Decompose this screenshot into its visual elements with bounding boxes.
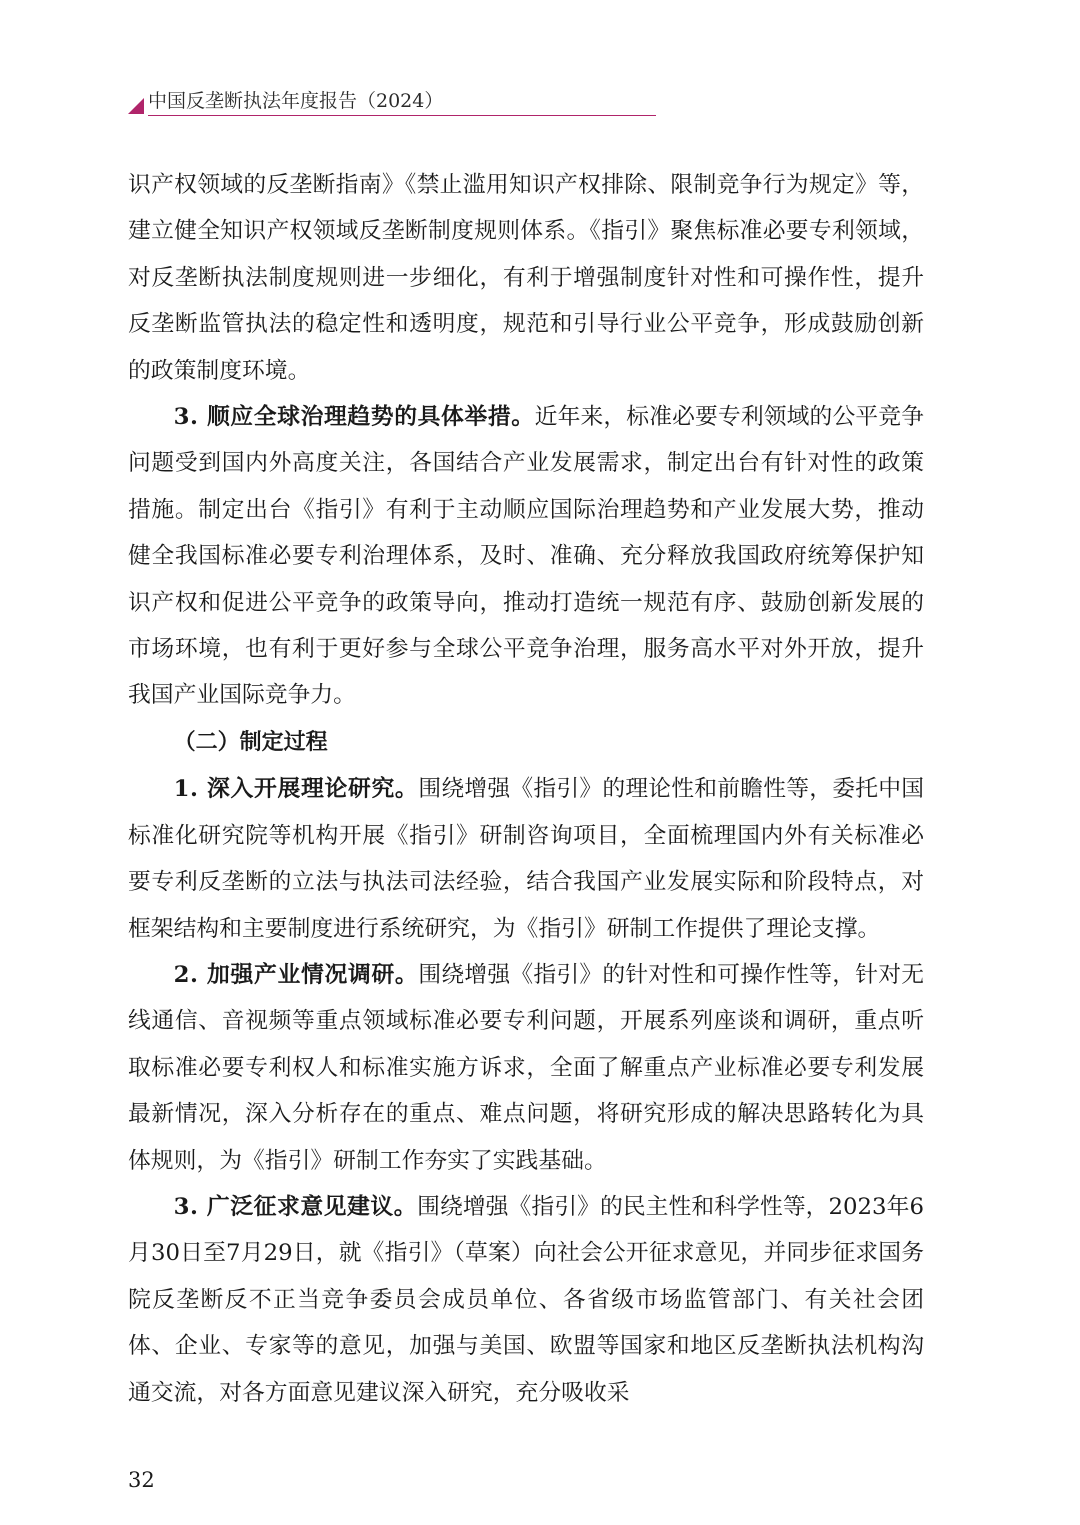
paragraph-text: 近年来，标准必要专利领域的公平竞争问题受到国内外高度关注，各国结合产业发展需求，制定出台有针对性的政策措施。制定出台《指引》有利于主动顺应国际治理趋势和产业发展大势，推动健全我国标准必要专利治理体系，及时、准确、充分释放我国政府统筹保护知识产权和促进公平竞争的政策导向，推动打造统一规范有序、鼓励创新发展的市场环境，也有利于更好参与全球公平竞争治理，服务高水平对外开放，提升我国产业国际竞争力。 bbox=[128, 404, 924, 709]
page-number: 32 bbox=[128, 1468, 155, 1492]
section-heading: （二）制定过程 bbox=[173, 729, 328, 755]
paragraph-lead: 2. 加强产业情况调研。 bbox=[173, 961, 419, 988]
paragraph-text: 围绕增强《指引》的民主性和科学性等，2023年6月30日至7月29日，就《指引》（草案）向社会公开征求意见，并同步征求国务院反垄断反不正当竞争委员会成员单位、各省级市场监管部门、有关社会团体、企业、专家等的意见，加强与美国、欧盟等国家和地区反垄断执法机构沟通交流，对各方面意见建议深入研究，充分吸收采 bbox=[128, 1193, 924, 1406]
paragraph-global-governance bbox=[128, 394, 924, 719]
header-triangle-icon bbox=[128, 98, 144, 114]
paragraph-text: 围绕增强《指引》的理论性和前瞻性等，委托中国标准化研究院等机构开展《指引》研制咨询项目，全面梳理国内外有关标准必要专利反垄断的立法与执法司法经验，结合我国产业发展实际和阶段特点，对框架结构和主要制度进行系统研究，为《指引》研制工作提供了理论支撑。 bbox=[128, 776, 924, 942]
paragraph-lead: 1. 深入开展理论研究。 bbox=[173, 776, 419, 803]
paragraph-public-comments bbox=[128, 1184, 924, 1416]
header-title: 中国反垄断执法年度报告（2024） bbox=[148, 90, 444, 112]
running-header bbox=[128, 88, 658, 118]
paragraph-text: 围绕增强《指引》的针对性和可操作性等，针对无线通信、音视频等重点领域标准必要专利问题，开展系列座谈和调研，重点听取标准必要专利权人和标准实施方诉求，全面了解重点产业标准必要专利发展最新情况，深入分析存在的重点、难点问题，将研究形成的解决思路转化为具体规则，为《指引》研制工作夯实了实践基础。 bbox=[128, 961, 924, 1174]
section-heading-process bbox=[128, 719, 924, 766]
paragraph-continuation bbox=[128, 162, 924, 394]
header-rule bbox=[148, 115, 656, 116]
body-text bbox=[128, 162, 924, 1416]
paragraph-theory-research bbox=[128, 766, 924, 952]
paragraph-lead: 3. 顺应全球治理趋势的具体举措。 bbox=[173, 404, 535, 431]
paragraph-industry-research bbox=[128, 952, 924, 1184]
paragraph-text: 识产权领域的反垄断指南》《禁止滥用知识产权排除、限制竞争行为规定》等，建立健全知识产权领域反垄断制度规则体系。《指引》聚焦标准必要专利领域，对反垄断执法制度规则进一步细化，有利于增强制度针对性和可操作性，提升反垄断监管执法的稳定性和透明度，规范和引导行业公平竞争，形成鼓励创新的政策制度环境。 bbox=[128, 172, 924, 384]
paragraph-lead: 3. 广泛征求意见建议。 bbox=[173, 1193, 418, 1220]
